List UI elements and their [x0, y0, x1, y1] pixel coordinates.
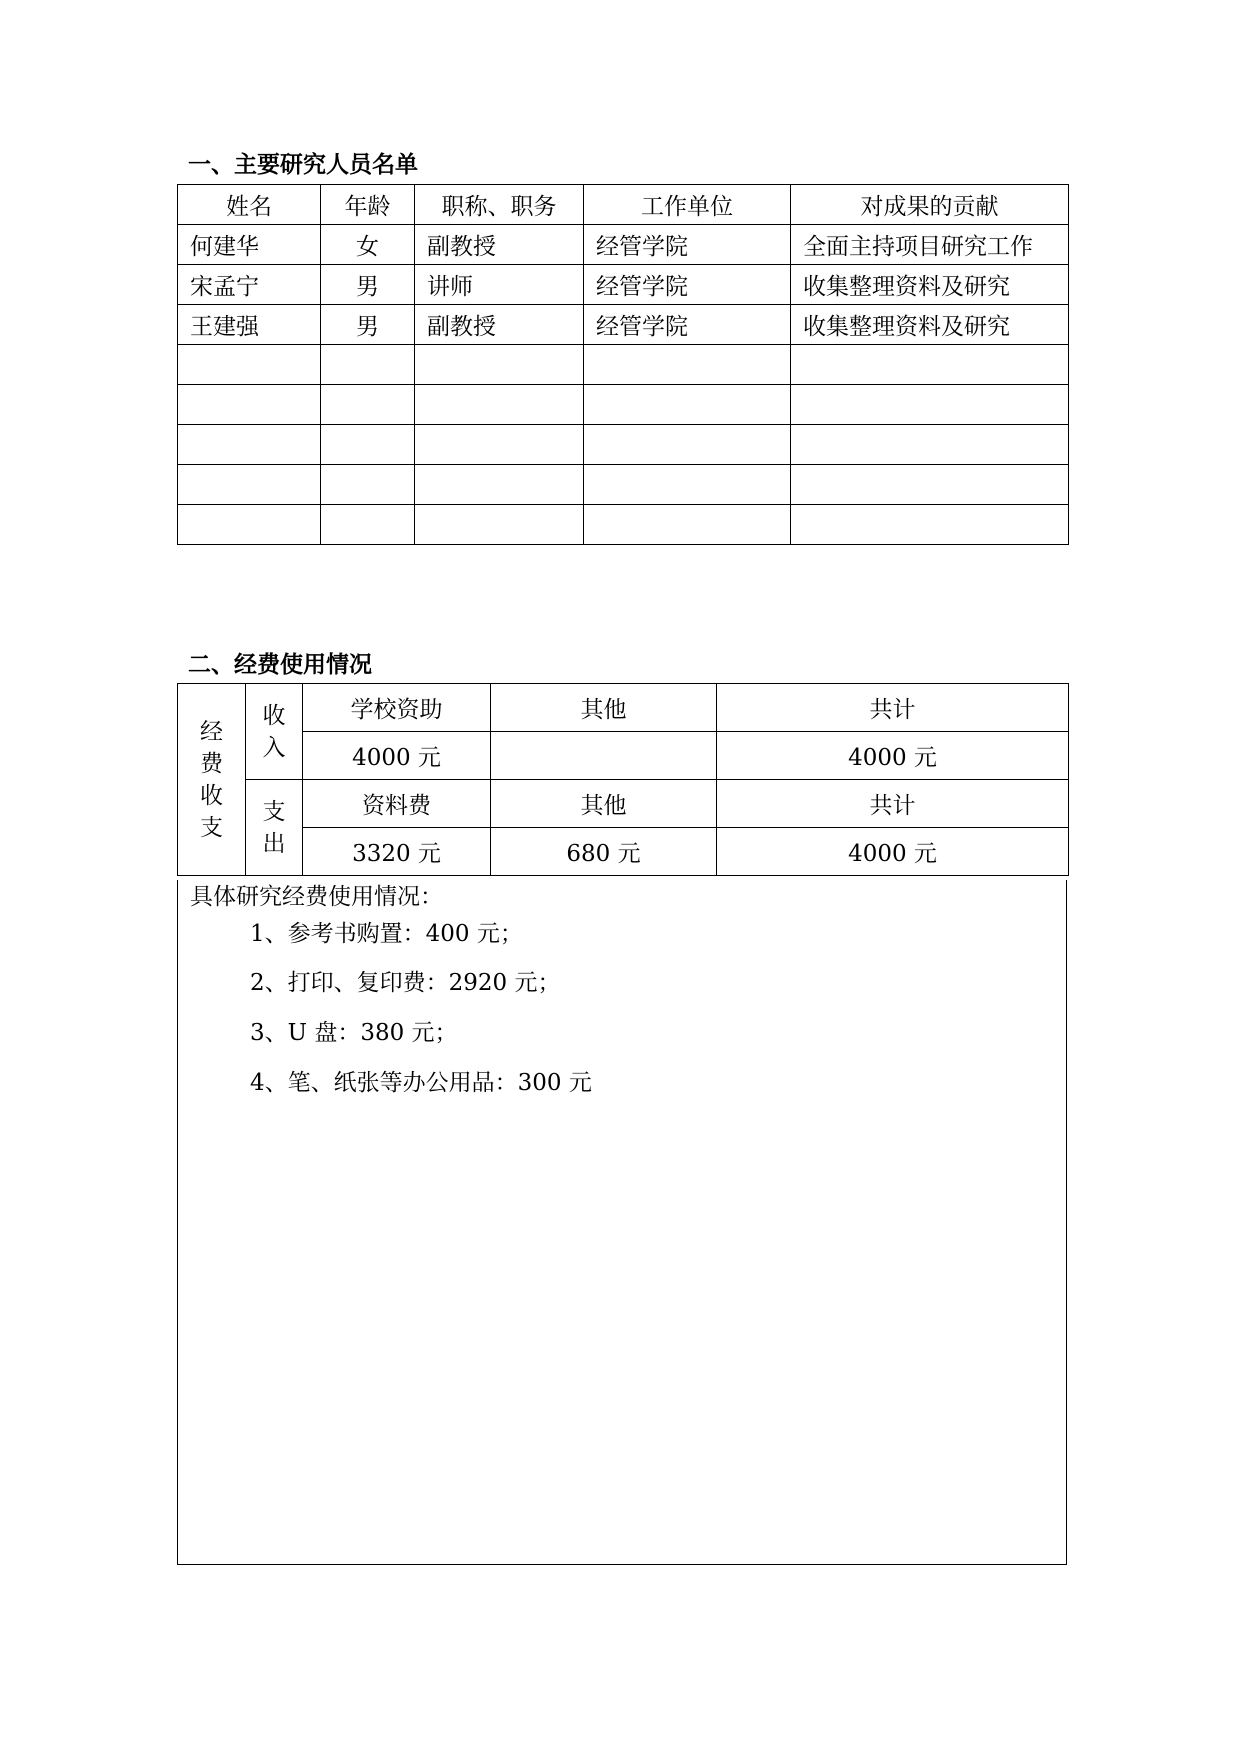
- cell-unit: 经管学院: [584, 265, 791, 305]
- funds-row-label: [178, 684, 246, 876]
- cell-name: [178, 425, 321, 465]
- funds-detail-box: [177, 880, 1067, 1565]
- income-header-other: 其他: [491, 684, 717, 732]
- cell-contribution: [791, 505, 1069, 545]
- cell-gender: [321, 465, 415, 505]
- cell-unit: [584, 425, 791, 465]
- cell-name: 宋孟宁: [178, 265, 321, 305]
- income-header-total: 共计: [717, 684, 1069, 732]
- cell-gender: [321, 345, 415, 385]
- cell-title: [415, 425, 584, 465]
- cell-contribution: [791, 345, 1069, 385]
- cell-title: 副教授: [415, 305, 584, 345]
- cell-name: [178, 385, 321, 425]
- income-label-text: 收入: [262, 702, 286, 761]
- cell-unit: 经管学院: [584, 225, 791, 265]
- cell-contribution: 收集整理资料及研究: [791, 265, 1069, 305]
- expense-value-other: 680 元: [491, 828, 717, 876]
- cell-gender: [321, 425, 415, 465]
- cell-name: 王建强: [178, 305, 321, 345]
- funds-detail-item: 4、笔、纸张等办公用品：300 元: [250, 1070, 592, 1096]
- funds-detail-item: 3、U 盘：380 元；: [250, 1020, 458, 1046]
- funds-table: [177, 683, 1069, 876]
- cell-unit: 经管学院: [584, 305, 791, 345]
- cell-title: [415, 345, 584, 385]
- income-value-other: [491, 732, 717, 780]
- table-row: [178, 305, 1069, 345]
- funds-row-label-text: 经费收支: [200, 718, 223, 841]
- table-row: [178, 505, 1069, 545]
- funds-section-title: 二、经费使用情况: [188, 652, 372, 678]
- expense-value-materials: 3320 元: [303, 828, 491, 876]
- personnel-section-title: 一、主要研究人员名单: [188, 152, 418, 178]
- income-value-total: 4000 元: [717, 732, 1069, 780]
- cell-contribution: [791, 465, 1069, 505]
- table-row: [178, 225, 1069, 265]
- column-header-title: 职称、职务: [415, 185, 584, 225]
- column-header-contribution: 对成果的贡献: [791, 185, 1069, 225]
- cell-title: [415, 465, 584, 505]
- expense-header-total: 共计: [717, 780, 1069, 828]
- funds-detail-item: 2、打印、复印费：2920 元；: [250, 970, 561, 996]
- expense-value-row: [178, 828, 1069, 876]
- table-row: [178, 385, 1069, 425]
- income-header-school: 学校资助: [303, 684, 491, 732]
- cell-title: 讲师: [415, 265, 584, 305]
- cell-contribution: 收集整理资料及研究: [791, 305, 1069, 345]
- income-value-school: 4000 元: [303, 732, 491, 780]
- cell-name: 何建华: [178, 225, 321, 265]
- cell-name: [178, 465, 321, 505]
- income-label: [246, 684, 303, 780]
- table-row: [178, 425, 1069, 465]
- cell-name: [178, 345, 321, 385]
- cell-contribution: [791, 425, 1069, 465]
- table-row: [178, 265, 1069, 305]
- column-header-unit: 工作单位: [584, 185, 791, 225]
- expense-header-materials: 资料费: [303, 780, 491, 828]
- cell-contribution: 全面主持项目研究工作: [791, 225, 1069, 265]
- income-value-row: [178, 732, 1069, 780]
- cell-title: 副教授: [415, 225, 584, 265]
- cell-title: [415, 505, 584, 545]
- funds-detail-item: 1、参考书购置：400 元；: [250, 921, 523, 947]
- cell-title: [415, 385, 584, 425]
- cell-name: [178, 505, 321, 545]
- table-header-row: [178, 185, 1069, 225]
- expense-value-total: 4000 元: [717, 828, 1069, 876]
- expense-header-row: [178, 780, 1069, 828]
- cell-gender: 女: [321, 225, 415, 265]
- cell-unit: [584, 345, 791, 385]
- cell-unit: [584, 505, 791, 545]
- personnel-table: [177, 184, 1069, 545]
- cell-contribution: [791, 385, 1069, 425]
- cell-gender: 男: [321, 305, 415, 345]
- income-header-row: [178, 684, 1069, 732]
- cell-unit: [584, 465, 791, 505]
- expense-label: [246, 780, 303, 876]
- column-header-gender: 年龄: [321, 185, 415, 225]
- cell-unit: [584, 385, 791, 425]
- cell-gender: [321, 385, 415, 425]
- cell-gender: 男: [321, 265, 415, 305]
- table-row: [178, 345, 1069, 385]
- funds-detail-heading: 具体研究经费使用情况：: [190, 884, 443, 910]
- expense-label-text: 支出: [262, 798, 286, 857]
- expense-header-other: 其他: [491, 780, 717, 828]
- column-header-name: 姓名: [178, 185, 321, 225]
- table-row: [178, 465, 1069, 505]
- cell-gender: [321, 505, 415, 545]
